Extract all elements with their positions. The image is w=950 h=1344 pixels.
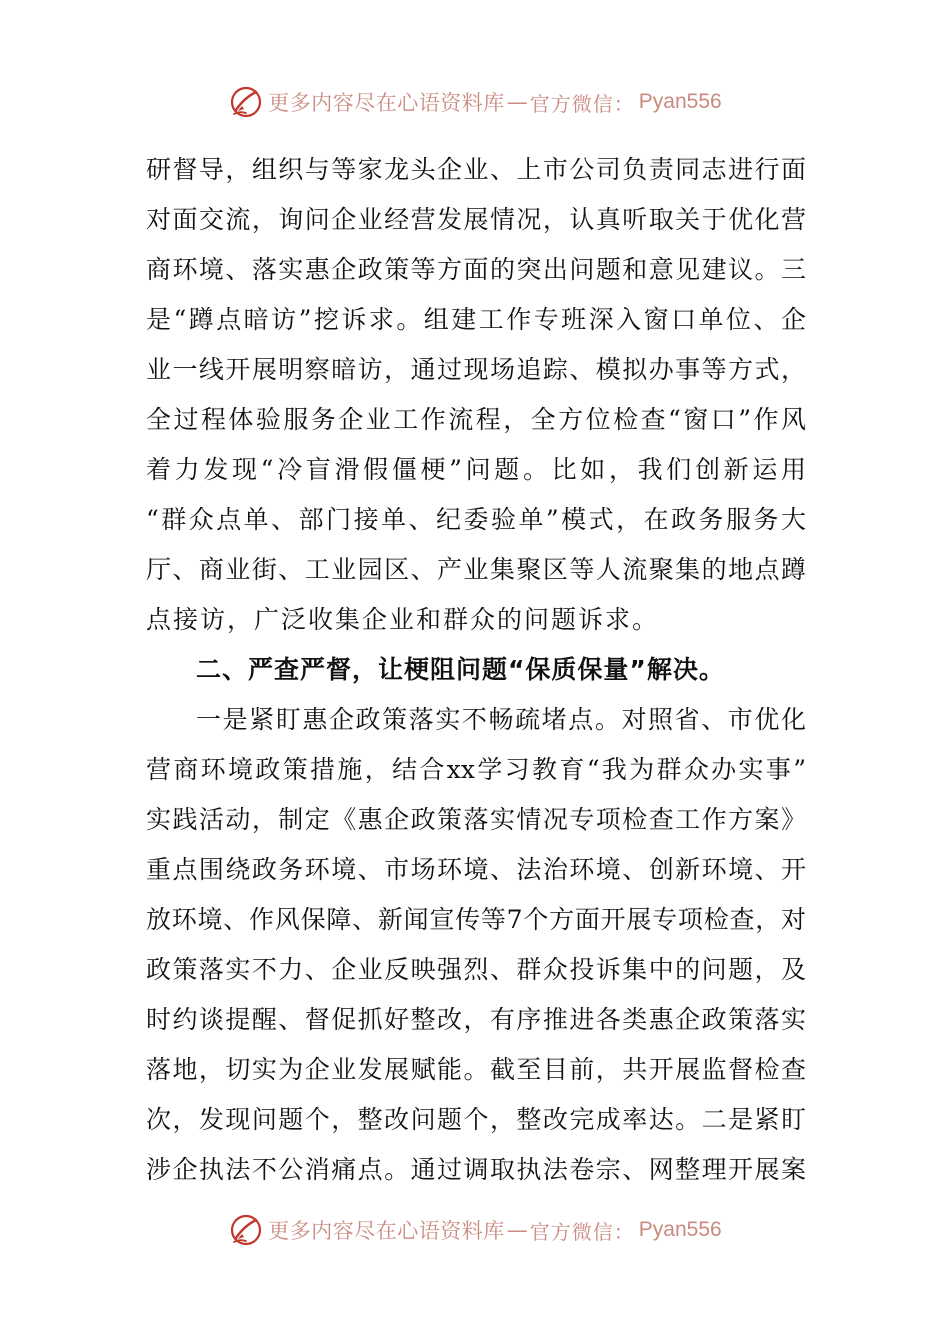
text-line: 业一线开展明察暗访，通过现场追踪、模拟办事等方式， <box>146 355 806 384</box>
document-body <box>146 145 806 1195</box>
text-line: 是“蹲点暗访”挖诉求。组建工作专班深入窗口单位、企 <box>146 305 806 334</box>
banner-wechat-label: 官方微信： <box>529 1219 635 1244</box>
text-line: 政策落实不力、企业反映强烈、群众投诉集中的问题，及 <box>146 955 806 984</box>
banner-wechat-id: Pyan556 <box>638 1218 722 1241</box>
text-line: 着力发现“冷盲滑假僵梗”问题。比如，我们创新运用 <box>146 455 806 484</box>
footer-watermark-banner <box>0 1208 950 1252</box>
section-heading: 二、严查严督，让梗阻问题“保质保量”解决。 <box>196 655 725 684</box>
text-line: 次，发现问题个，整改问题个，整改完成率达。二是紧盯 <box>146 1105 806 1134</box>
header-watermark-banner <box>0 80 950 124</box>
banner-separator: — <box>506 1218 528 1242</box>
text-line: 落地，切实为企业发展赋能。截至目前，共开展监督检查 <box>146 1055 806 1084</box>
text-line: 商环境、落实惠企政策等方面的突出问题和意见建议。三 <box>146 255 806 284</box>
pen-logo-icon <box>228 1212 264 1248</box>
banner-wechat-id: Pyan556 <box>638 90 722 113</box>
text-line: 点接访，广泛收集企业和群众的问题诉求。 <box>146 605 660 634</box>
banner-separator: — <box>506 90 528 114</box>
banner-text: 更多内容尽在心语资料库 <box>268 1219 505 1243</box>
text-line: 全过程体验服务企业工作流程，全方位检查“窗口”作风 <box>146 405 806 434</box>
text-line: 实践活动，制定《惠企政策落实情况专项检查工作方案》 <box>146 805 806 834</box>
banner-wechat-label: 官方微信： <box>529 91 635 116</box>
text-line: 涉企执法不公消痛点。通过调取执法卷宗、网整理开展案 <box>146 1155 806 1184</box>
pen-logo-icon <box>228 84 264 120</box>
banner-text: 更多内容尽在心语资料库 <box>268 91 505 115</box>
text-line: 厅、商业街、工业园区、产业集聚区等人流聚集的地点蹲 <box>146 555 806 584</box>
text-line: 放环境、作风保障、新闻宣传等7个方面开展专项检查，对 <box>146 905 806 934</box>
text-line: 营商环境政策措施，结合xx学习教育“我为群众办实事” <box>146 755 806 784</box>
text-line: 一是紧盯惠企政策落实不畅疏堵点。对照省、市优化 <box>196 705 806 734</box>
text-line: 重点围绕政务环境、市场环境、法治环境、创新环境、开 <box>146 855 806 884</box>
text-line: 对面交流，询问企业经营发展情况，认真听取关于优化营 <box>146 205 806 234</box>
text-line: “群众点单、部门接单、纪委验单”模式，在政务服务大 <box>146 505 806 534</box>
text-line: 时约谈提醒、督促抓好整改，有序推进各类惠企政策落实 <box>146 1005 806 1034</box>
text-line: 研督导，组织与等家龙头企业、上市公司负责同志进行面 <box>146 155 806 184</box>
